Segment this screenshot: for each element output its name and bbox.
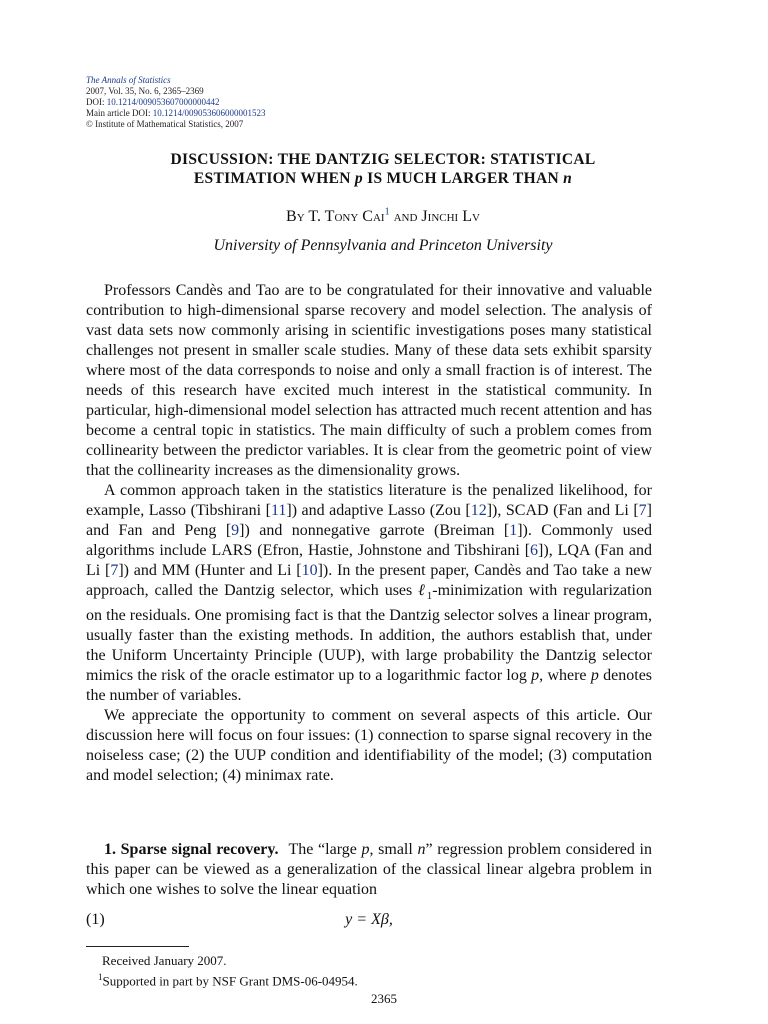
main-doi-link[interactable]: 10.1214/009053606000001523 <box>152 108 266 118</box>
doi-link[interactable]: 10.1214/009053607000000442 <box>106 97 220 107</box>
support-footnote: $^1$Supported in part by NSF Grant DMS-06-04954. <box>98 972 358 989</box>
citation-link[interactable]: 9 <box>231 522 240 539</box>
citation-link[interactable]: 6 <box>530 542 539 559</box>
title-line-1: DISCUSSION: THE DANTZIG SELECTOR: STATISTICAL <box>170 151 596 168</box>
citation-link[interactable]: 7 <box>638 502 647 519</box>
citation-link[interactable]: 1 <box>509 522 518 539</box>
equation-expression: y = Xβ, <box>345 911 393 928</box>
author-line: By T. Tony Cai$^1$ and Jinchi Lv <box>286 206 480 225</box>
journal-name[interactable]: The Annals of Statistics <box>86 75 171 85</box>
received-note: Received January 2007. <box>102 953 227 968</box>
footnote-mark-link[interactable]: 1 <box>384 206 390 218</box>
journal-header <box>86 75 266 130</box>
equation-number: (1) <box>86 911 105 928</box>
citation-link[interactable]: 10 <box>301 562 318 579</box>
citation-link[interactable]: 7 <box>110 562 119 579</box>
main-doi-line: Main article DOI: 10.1214/009053606000001523 <box>86 108 266 118</box>
doi-line: DOI: 10.1214/009053607000000442 <box>86 97 220 107</box>
citation-link[interactable]: 12 <box>470 502 487 519</box>
title-line-2: ESTIMATION WHEN p IS MUCH LARGER THAN n <box>193 170 573 187</box>
footnote-rule <box>86 946 189 947</box>
paragraph-2: A common approach taken in the statistics literature is the penalized likelihood, for example, Lasso (Tibshirani [11]) and adaptive Lasso (Zou [12]), SCAD (Fan and Li [7] and Fan and Peng [9]) and nonnegative garrote (Breiman [1]). Commonly used algorithms include LARS (Efron, Hastie, Johnstone and Tibshirani [6]), LQA (Fan and Li [7]) and MM (Hunter and Li [10]). In the present paper, Candès and Tao take a new approach, called the Dantzig selector, which uses ℓ$_1$-minimization with regularization on the residuals. One promising fact is that the Dantzig selector solves a linear program, usually faster than the existing methods. In addition, the authors establish that, under the Uniform Uncertainty Principle (UUP), with large probability the Dantzig selector mimics the risk of the oracle estimator up to a logarithmic factor log p, where p denotes the number of variables. <box>86 482 653 705</box>
body-text <box>86 281 652 786</box>
footnotes <box>86 952 358 989</box>
paper-title <box>86 150 680 188</box>
copyright-line: © Institute of Mathematical Statistics, 2007 <box>86 119 244 129</box>
citation-link[interactable]: 11 <box>270 502 287 519</box>
paragraph-1: Professors Candès and Tao are to be congratulated for their innovative and valuable contribution to high-dimensional sparse recovery and model selection. The analysis of vast data sets now commonly arising in scientific investigations poses many statistical challenges not present in smaller scale studies. Many of these data sets exhibit sparsity where most of the data corresponds to noise and only a small fraction is of interest. The needs of this research have excited much interest in the statistical community. In particular, high-dimensional model selection has attracted much recent attention and has become a central topic in statistics. The main difficulty of such a problem comes from collinearity between the predictor variables. It is clear from the geometric point of view that the collinearity increases as the dimensionality grows. <box>86 282 652 479</box>
affiliation: University of Pennsylvania and Princeton University <box>213 237 553 254</box>
page-number: 2365 <box>371 991 397 1006</box>
section-1: 1. Sparse signal recovery. The “large p, small n” regression problem considered in this paper can be viewed as a generalization of the classical linear algebra problem in which one wishes to solve the linear equation <box>86 841 652 898</box>
paragraph-3: We appreciate the opportunity to comment on several aspects of this article. Our discussion here will focus on four issues: (1) connection to sparse signal recovery in the noiseless case; (2) the UUP condition and identifiability of the model; (3) computation and model selection; (4) minimax rate. <box>86 707 652 785</box>
volume-line: 2007, Vol. 35, No. 6, 2365–2369 <box>86 86 204 96</box>
section-heading: 1. Sparse signal recovery. <box>104 841 279 858</box>
